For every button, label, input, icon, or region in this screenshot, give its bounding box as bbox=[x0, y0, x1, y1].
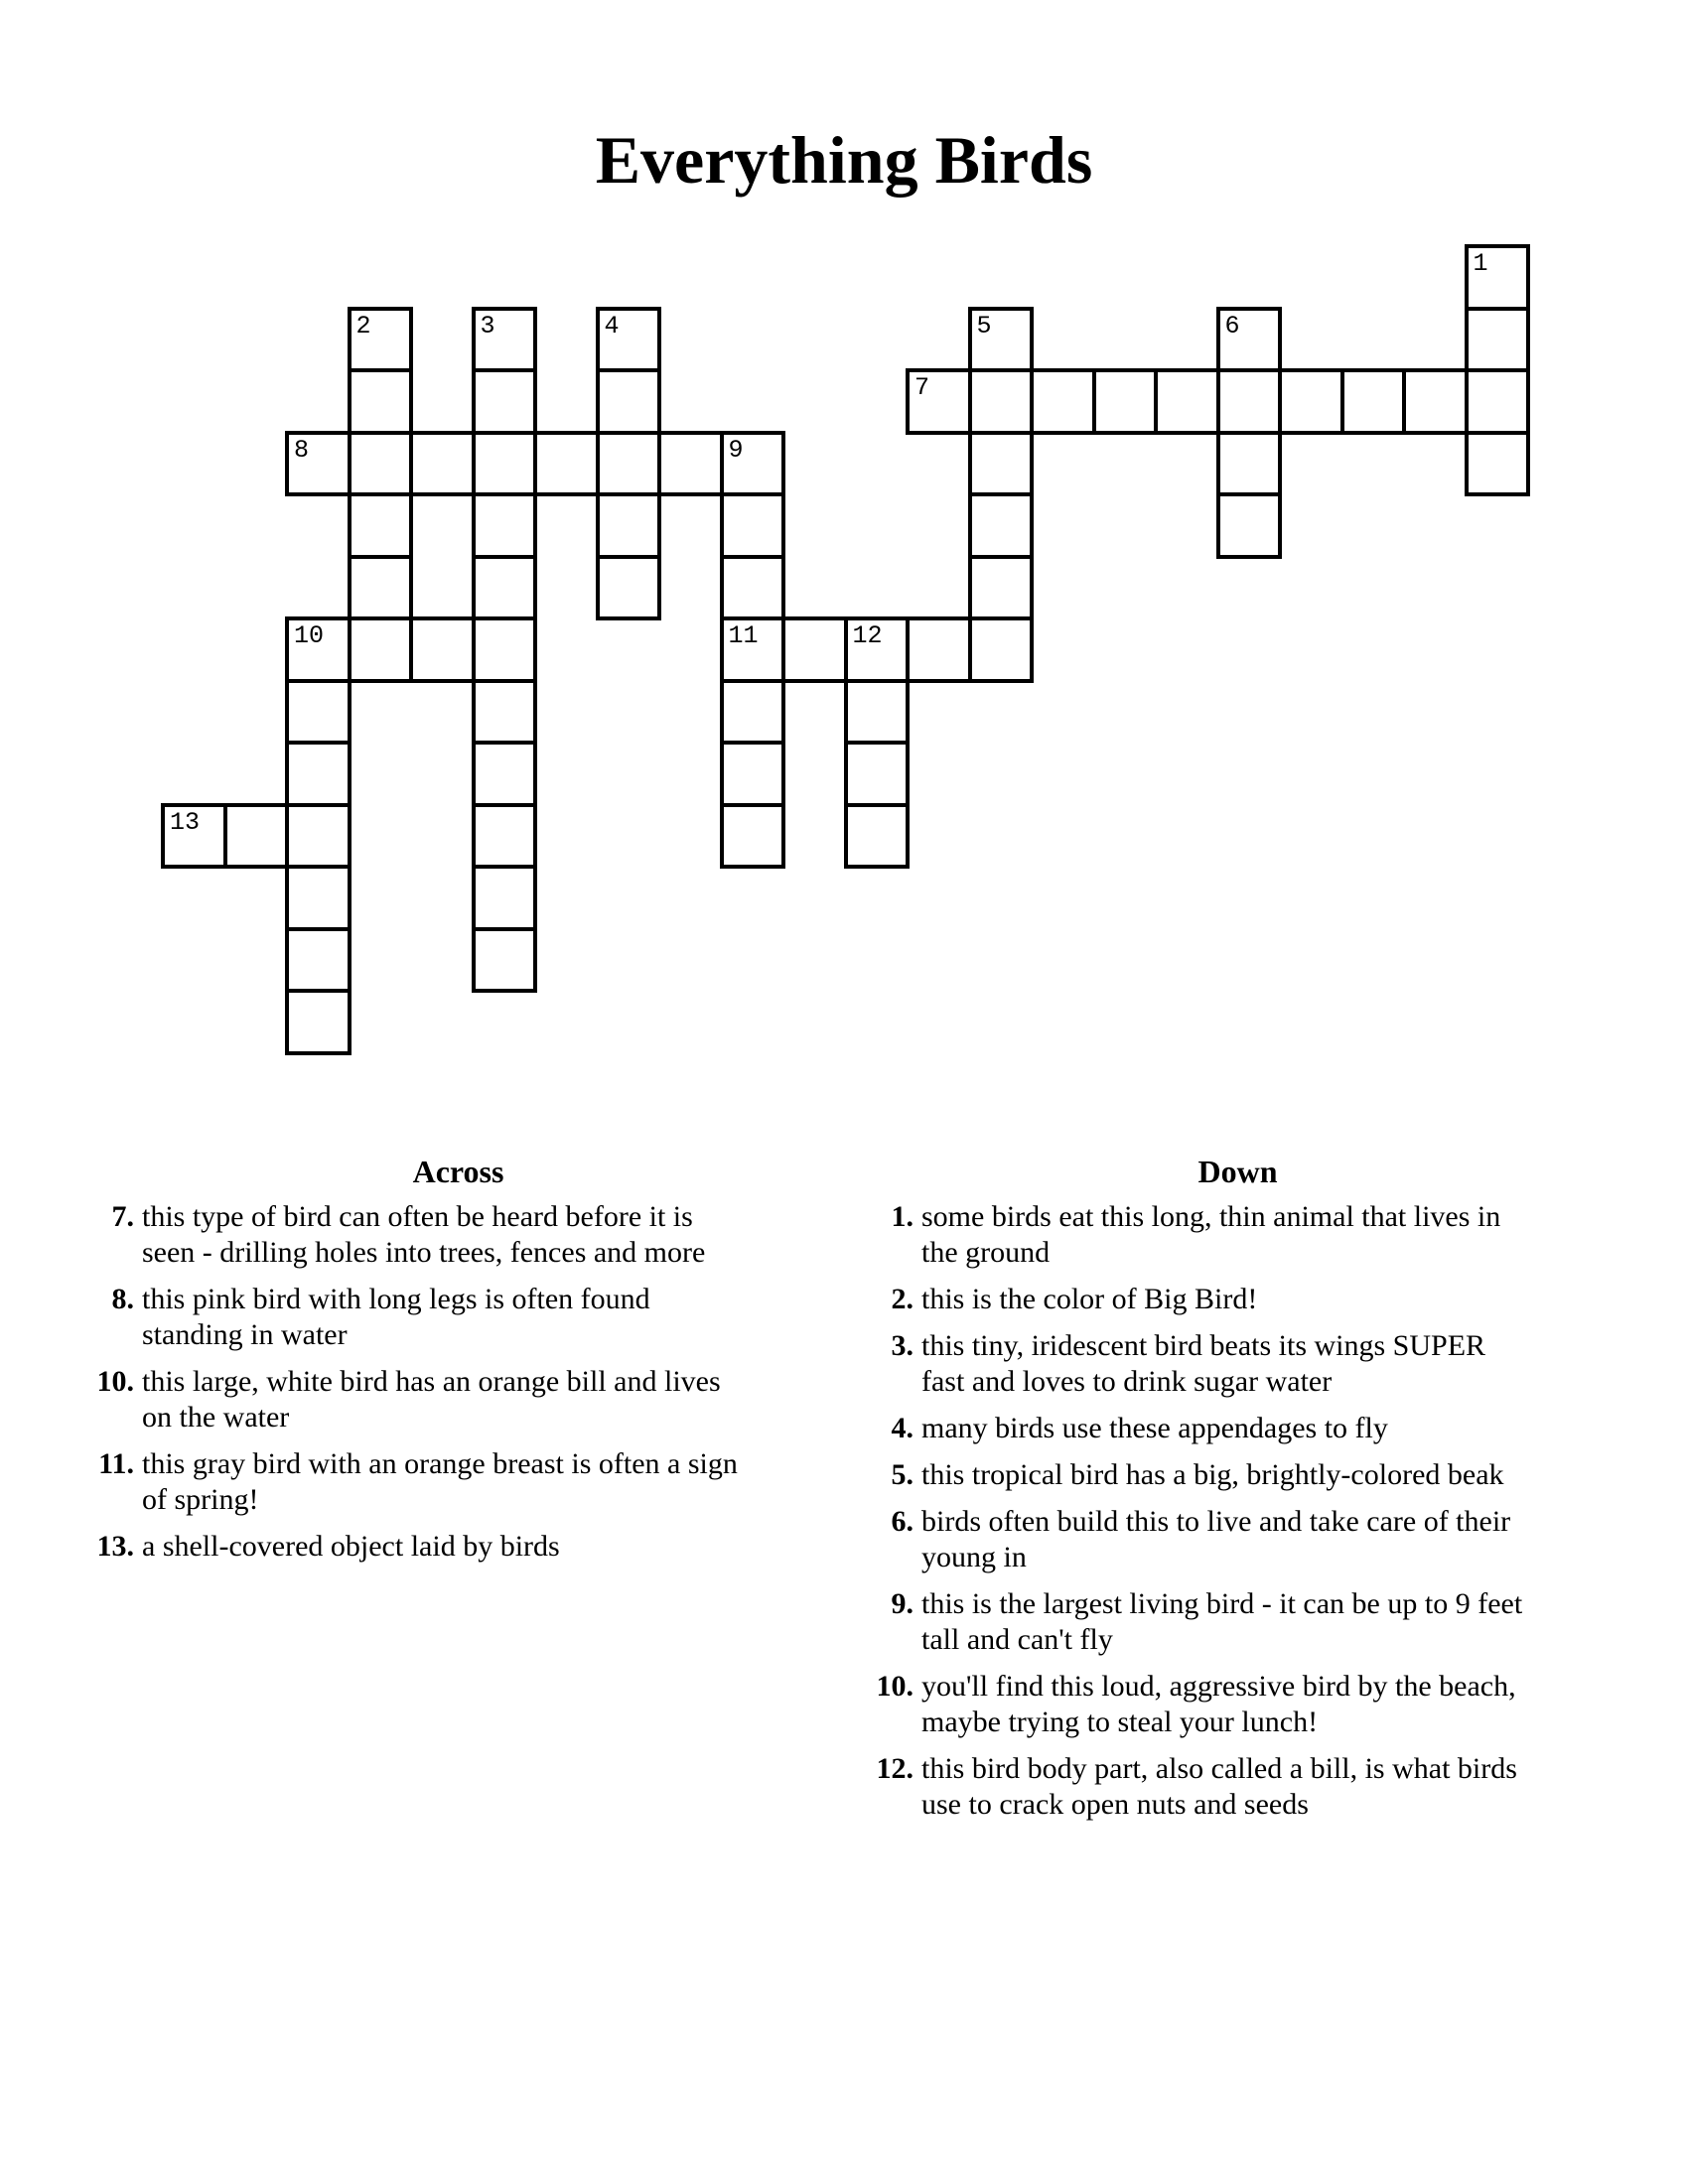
clue-line: this gray bird with an orange breast is often a sign bbox=[142, 1447, 738, 1480]
grid-cell[interactable] bbox=[968, 616, 1035, 683]
clue bbox=[84, 1446, 779, 1518]
cell-number: 5 bbox=[976, 311, 992, 341]
grid-cell[interactable] bbox=[596, 492, 662, 559]
clue-text bbox=[142, 1364, 777, 1435]
grid-cell[interactable] bbox=[720, 555, 786, 621]
clue-line: on the water bbox=[142, 1401, 290, 1433]
grid-cell[interactable] bbox=[720, 741, 786, 807]
grid-cell[interactable] bbox=[596, 555, 662, 621]
clue-text bbox=[142, 1446, 777, 1518]
clue bbox=[864, 1328, 1559, 1400]
grid-cell[interactable] bbox=[968, 555, 1035, 621]
clue-number: 1. bbox=[891, 1200, 914, 1233]
clue-number: 10. bbox=[876, 1670, 914, 1703]
grid-cell[interactable] bbox=[285, 927, 352, 994]
clue-text bbox=[921, 1504, 1557, 1575]
cell-number: 9 bbox=[728, 435, 744, 465]
grid-cell[interactable] bbox=[596, 307, 662, 373]
clue-line: you'll find this loud, aggressive bird by the beach, bbox=[921, 1670, 1516, 1703]
clue-line: use to crack open nuts and seeds bbox=[921, 1788, 1309, 1821]
grid-cell[interactable] bbox=[161, 803, 227, 870]
clue bbox=[864, 1199, 1559, 1271]
clue-line: tall and can't fly bbox=[921, 1623, 1113, 1656]
clue-line: standing in water bbox=[142, 1318, 348, 1351]
cell-number: 8 bbox=[294, 435, 310, 465]
grid-cell[interactable] bbox=[472, 492, 538, 559]
clue-number: 11. bbox=[98, 1447, 134, 1480]
grid-cell[interactable] bbox=[472, 927, 538, 994]
grid-cell[interactable] bbox=[472, 741, 538, 807]
grid-cell[interactable] bbox=[720, 616, 786, 683]
grid-cell[interactable] bbox=[844, 803, 911, 870]
grid-cell[interactable] bbox=[472, 803, 538, 870]
grid-cell[interactable] bbox=[472, 307, 538, 373]
clue-number: 9. bbox=[891, 1587, 914, 1620]
cell-number: 13 bbox=[170, 807, 201, 837]
clue-number: 7. bbox=[111, 1200, 134, 1233]
grid-cell[interactable] bbox=[968, 431, 1035, 497]
grid-cell[interactable] bbox=[1278, 368, 1344, 435]
cell-number: 10 bbox=[294, 621, 325, 650]
grid-cell[interactable] bbox=[1465, 307, 1531, 373]
grid-cell[interactable] bbox=[844, 741, 911, 807]
clue-number: 3. bbox=[891, 1329, 914, 1362]
across-section bbox=[84, 1154, 779, 1575]
across-clues bbox=[84, 1199, 779, 1565]
grid-cell[interactable] bbox=[472, 555, 538, 621]
clue-line: this tiny, iridescent bird beats its wings SUPER bbox=[921, 1329, 1486, 1362]
clue-text bbox=[921, 1457, 1557, 1493]
grid-cell[interactable] bbox=[657, 431, 724, 497]
cell-number: 12 bbox=[852, 621, 883, 650]
grid-cell[interactable] bbox=[285, 989, 352, 1055]
cell-number: 4 bbox=[604, 311, 620, 341]
clue-text bbox=[921, 1199, 1557, 1271]
grid-cell[interactable] bbox=[285, 865, 352, 931]
clue-line: some birds eat this long, thin animal that lives in bbox=[921, 1200, 1501, 1233]
grid-cell[interactable] bbox=[223, 803, 290, 870]
grid-cell[interactable] bbox=[906, 368, 972, 435]
grid-cell[interactable] bbox=[1092, 368, 1159, 435]
clue-number: 10. bbox=[96, 1365, 134, 1398]
down-clues bbox=[864, 1199, 1559, 1823]
clue bbox=[864, 1411, 1559, 1446]
down-section bbox=[864, 1154, 1559, 1834]
puzzle-title: Everything Birds bbox=[595, 122, 1093, 198]
grid-cell[interactable] bbox=[348, 616, 414, 683]
clue bbox=[864, 1504, 1559, 1575]
clue bbox=[864, 1282, 1559, 1317]
grid-cell[interactable] bbox=[1154, 368, 1220, 435]
grid-cell[interactable] bbox=[781, 616, 848, 683]
clue-text bbox=[142, 1282, 777, 1353]
clue-line: this large, white bird has an orange bill and lives bbox=[142, 1365, 721, 1398]
clue-line: this is the color of Big Bird! bbox=[921, 1283, 1258, 1315]
clue bbox=[864, 1669, 1559, 1740]
clue-line: this is the largest living bird - it can be up to 9 feet bbox=[921, 1587, 1523, 1620]
clue-number: 8. bbox=[111, 1283, 134, 1315]
grid-cell[interactable] bbox=[720, 492, 786, 559]
clue-number: 13. bbox=[96, 1530, 134, 1563]
grid-cell[interactable] bbox=[472, 616, 538, 683]
grid-cell[interactable] bbox=[472, 865, 538, 931]
grid-cell[interactable] bbox=[348, 368, 414, 435]
grid-cell[interactable] bbox=[1216, 431, 1283, 497]
clue-line: this bird body part, also called a bill, is what birds bbox=[921, 1752, 1517, 1785]
clue-number: 12. bbox=[876, 1752, 914, 1785]
across-header: Across bbox=[412, 1154, 504, 1189]
clue bbox=[84, 1282, 779, 1353]
clue-line: the ground bbox=[921, 1236, 1051, 1269]
clue bbox=[864, 1457, 1559, 1493]
clue bbox=[864, 1751, 1559, 1823]
grid-cell[interactable] bbox=[844, 679, 911, 746]
clue-line: fast and loves to drink sugar water bbox=[921, 1365, 1333, 1398]
grid-cell[interactable] bbox=[285, 679, 352, 746]
clue-line: this pink bird with long legs is often found bbox=[142, 1283, 650, 1315]
grid-cell[interactable] bbox=[285, 741, 352, 807]
clue-number: 6. bbox=[891, 1505, 914, 1538]
clue bbox=[84, 1364, 779, 1435]
grid-cell[interactable] bbox=[1216, 307, 1283, 373]
clue-text bbox=[921, 1282, 1557, 1317]
clue-line: young in bbox=[921, 1541, 1027, 1573]
grid-cell[interactable] bbox=[968, 368, 1035, 435]
clue-line: many birds use these appendages to fly bbox=[921, 1412, 1388, 1444]
clue bbox=[864, 1586, 1559, 1658]
grid-cell[interactable] bbox=[285, 431, 352, 497]
clue-number: 2. bbox=[891, 1283, 914, 1315]
clue-text bbox=[921, 1586, 1557, 1658]
grid-cell[interactable] bbox=[285, 616, 352, 683]
grid-cell[interactable] bbox=[1030, 368, 1096, 435]
cell-number: 3 bbox=[480, 311, 495, 341]
clue-text bbox=[921, 1411, 1557, 1446]
grid-cell[interactable] bbox=[1216, 492, 1283, 559]
clue-line: a shell-covered object laid by birds bbox=[142, 1530, 560, 1563]
grid-cell[interactable] bbox=[1402, 368, 1469, 435]
grid-cell[interactable] bbox=[844, 616, 911, 683]
grid-cell[interactable] bbox=[472, 368, 538, 435]
clue-line: maybe trying to steal your lunch! bbox=[921, 1706, 1319, 1738]
grid-cell[interactable] bbox=[720, 679, 786, 746]
clue-line: of spring! bbox=[142, 1483, 259, 1516]
grid-cell[interactable] bbox=[348, 492, 414, 559]
grid-cell[interactable] bbox=[1216, 368, 1283, 435]
grid-cell[interactable] bbox=[968, 307, 1035, 373]
grid-cell[interactable] bbox=[348, 431, 414, 497]
clue bbox=[84, 1529, 779, 1565]
grid-cell[interactable] bbox=[533, 431, 600, 497]
grid-cell[interactable] bbox=[409, 431, 476, 497]
grid-cell[interactable] bbox=[720, 431, 786, 497]
clue-text bbox=[921, 1751, 1557, 1823]
grid-cell[interactable] bbox=[348, 555, 414, 621]
cell-number: 1 bbox=[1473, 249, 1488, 278]
clue-line: birds often build this to live and take care of their bbox=[921, 1505, 1511, 1538]
grid-cell[interactable] bbox=[285, 803, 352, 870]
clue bbox=[84, 1199, 779, 1271]
grid-cell[interactable] bbox=[968, 492, 1035, 559]
grid-cell[interactable] bbox=[906, 616, 972, 683]
grid-cell[interactable] bbox=[472, 431, 538, 497]
clue-text bbox=[142, 1529, 777, 1565]
grid-cell[interactable] bbox=[348, 307, 414, 373]
grid-cell[interactable] bbox=[1340, 368, 1407, 435]
clue-number: 5. bbox=[891, 1458, 914, 1491]
clue-line: this type of bird can often be heard before it is bbox=[142, 1200, 693, 1233]
grid-cell[interactable] bbox=[720, 803, 786, 870]
cell-number: 6 bbox=[1224, 311, 1240, 341]
grid-cell[interactable] bbox=[1465, 431, 1531, 497]
cell-number: 2 bbox=[355, 311, 371, 341]
cell-number: 7 bbox=[914, 373, 930, 402]
cell-number: 11 bbox=[728, 621, 759, 650]
grid-cell[interactable] bbox=[409, 616, 476, 683]
grid-cell[interactable] bbox=[596, 368, 662, 435]
grid-cell[interactable] bbox=[1465, 368, 1531, 435]
clue-text bbox=[921, 1328, 1557, 1400]
clue-text bbox=[921, 1669, 1557, 1740]
clue-line: seen - drilling holes into trees, fences and more bbox=[142, 1236, 706, 1269]
down-header: Down bbox=[1197, 1154, 1278, 1189]
clue-line: this tropical bird has a big, brightly-colored beak bbox=[921, 1458, 1504, 1491]
grid-cell[interactable] bbox=[472, 679, 538, 746]
grid-cell[interactable] bbox=[596, 431, 662, 497]
clue-number: 4. bbox=[891, 1412, 914, 1444]
clue-text bbox=[142, 1199, 777, 1271]
grid-cell[interactable] bbox=[1465, 244, 1531, 311]
